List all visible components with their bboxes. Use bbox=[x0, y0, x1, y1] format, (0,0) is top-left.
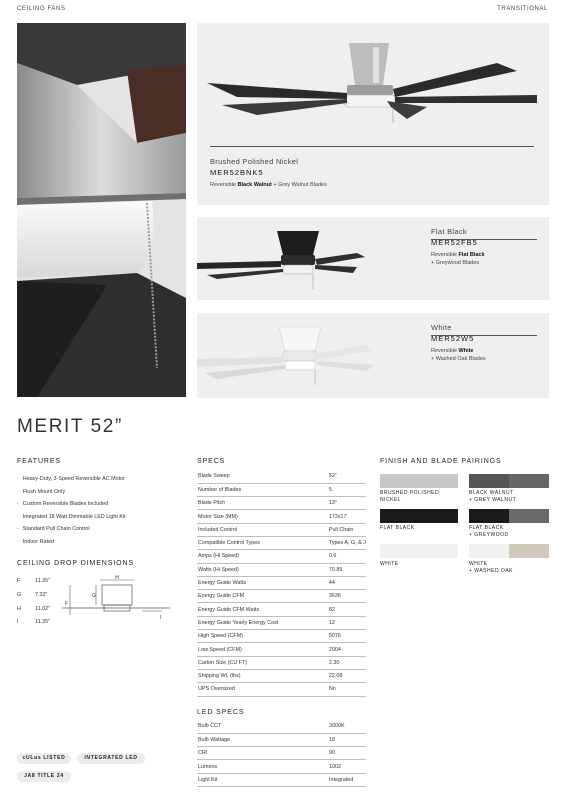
features-heading: FEATURES bbox=[17, 458, 62, 465]
list-item bbox=[17, 575, 50, 589]
variant-divider bbox=[210, 146, 534, 147]
variant-info bbox=[431, 227, 485, 268]
spec-label: Included Control bbox=[197, 523, 327, 536]
table-row bbox=[197, 470, 366, 483]
category-label: CEILING FANS bbox=[17, 6, 66, 12]
spec-label: Energy Guide CFM bbox=[197, 590, 327, 603]
diagram-label-i: I bbox=[160, 615, 162, 621]
variant-name: White bbox=[431, 323, 452, 332]
spec-value: 22.08 bbox=[327, 669, 366, 682]
finish-label: BLACK WALNUT + GREY WALNUT bbox=[469, 490, 517, 503]
dimension-value: 11.35” bbox=[35, 619, 50, 626]
spec-label: Blade Sweep bbox=[197, 470, 327, 483]
features-list bbox=[17, 473, 126, 549]
spec-label: Shipping Wt. (lbs) bbox=[197, 669, 327, 682]
finish-heading: FINISH AND BLADE PAIRINGS bbox=[380, 458, 502, 465]
spec-value: 12 bbox=[327, 616, 366, 629]
spec-value: 5 bbox=[327, 483, 366, 496]
diagram-label-h: H bbox=[115, 575, 119, 581]
dimension-key: H bbox=[17, 605, 21, 612]
spec-label: Bulb CCT bbox=[197, 720, 327, 733]
table-row bbox=[197, 773, 366, 786]
spec-label: Motor Size (MM) bbox=[197, 510, 327, 523]
spec-value: 172x17 bbox=[327, 510, 366, 523]
spec-value: 18 bbox=[327, 733, 366, 746]
swatch-flat-black-greywood bbox=[469, 509, 549, 523]
spec-value: 0.6 bbox=[327, 550, 366, 563]
led-specs-heading: LED SPECS bbox=[197, 709, 245, 716]
variant-info bbox=[210, 157, 327, 190]
drop-dimensions-heading: CEILING DROP DIMENSIONS bbox=[17, 560, 135, 567]
feature-item: · Custom Reversible Blades Included bbox=[17, 498, 126, 511]
variant-description: Reversible White + Washed Oak Blades bbox=[431, 348, 486, 362]
feature-item: · Standard Pull Chain Control bbox=[17, 523, 126, 536]
feature-item: · Indoor Rated bbox=[17, 536, 126, 549]
list-item bbox=[17, 603, 50, 617]
spec-value: 70.89 bbox=[327, 563, 366, 576]
table-row bbox=[197, 630, 366, 643]
spec-value: Types A, G, & J bbox=[327, 536, 366, 549]
spec-label: Energy Guide Yearly Energy Cost bbox=[197, 616, 327, 629]
swatch-flat-black bbox=[380, 509, 458, 523]
swatch-black-walnut-grey-walnut bbox=[469, 474, 549, 488]
table-row bbox=[197, 523, 366, 536]
dimension-value: 11.35” bbox=[35, 578, 50, 584]
table-row bbox=[197, 563, 366, 576]
finish-label: WHITE bbox=[380, 561, 399, 567]
dimension-value: 11.02” bbox=[35, 605, 50, 612]
spec-label: Bulb Wattage bbox=[197, 733, 327, 746]
table-row bbox=[197, 483, 366, 496]
fan-white-image bbox=[197, 313, 549, 398]
dimension-key: F bbox=[17, 578, 21, 584]
table-row bbox=[197, 497, 366, 510]
variant-sku: MER52W5 bbox=[431, 334, 475, 343]
variant-sku: MER52FB5 bbox=[431, 238, 478, 247]
fan-closeup-image bbox=[17, 23, 186, 397]
table-row bbox=[197, 669, 366, 682]
fan-nickel-image bbox=[197, 23, 549, 153]
product-title: MERIT 52” bbox=[17, 416, 123, 437]
feature-item: · Flush Mount Only bbox=[17, 486, 126, 499]
spec-label: CRI bbox=[197, 747, 327, 760]
variant-name: Brushed Polished Nickel bbox=[210, 157, 299, 166]
finish-label: FLAT BLACK bbox=[380, 525, 415, 531]
certification-badge: JA8 TITLE 24 bbox=[17, 771, 71, 782]
led-specs-table bbox=[197, 720, 366, 787]
spec-value: 13° bbox=[327, 497, 366, 510]
certification-badge: INTEGRATED LED bbox=[77, 753, 145, 764]
table-row bbox=[197, 760, 366, 773]
table-row bbox=[197, 510, 366, 523]
swatch-white-washed-oak bbox=[469, 544, 549, 558]
table-row bbox=[197, 576, 366, 589]
style-label: TRANSITIONAL bbox=[497, 6, 548, 12]
spec-value: No bbox=[327, 683, 366, 696]
spec-value: 3000K bbox=[327, 720, 366, 733]
drop-dimensions-list bbox=[17, 575, 50, 630]
table-row bbox=[197, 616, 366, 629]
list-item bbox=[17, 616, 50, 630]
finish-label: WHITE + WASHED OAK bbox=[469, 561, 514, 574]
fan-flat-black-image bbox=[197, 217, 549, 300]
spec-label: Number of Blades bbox=[197, 483, 327, 496]
spec-label: Watts (Hi Speed) bbox=[197, 563, 327, 576]
table-row bbox=[197, 733, 366, 746]
variant-panel-nickel bbox=[197, 23, 549, 205]
dimension-key: G bbox=[17, 591, 22, 598]
specs-table bbox=[197, 470, 366, 697]
specs-heading: SPECS bbox=[197, 458, 226, 465]
table-row bbox=[197, 603, 366, 616]
spec-value: 3636 bbox=[327, 590, 366, 603]
spec-value: 82 bbox=[327, 603, 366, 616]
spec-label: High Speed (CFM) bbox=[197, 630, 327, 643]
swatch-white bbox=[380, 544, 458, 558]
spec-label: Lumens bbox=[197, 760, 327, 773]
spec-label: UPS Oversized bbox=[197, 683, 327, 696]
table-row bbox=[197, 536, 366, 549]
diagram-label-g: G bbox=[92, 593, 96, 599]
variant-panel-flat-black bbox=[197, 217, 549, 300]
spec-label: Compatible Control Types bbox=[197, 536, 327, 549]
hero-photo bbox=[17, 23, 186, 397]
table-row bbox=[197, 720, 366, 733]
drop-dimensions-diagram bbox=[62, 575, 170, 625]
table-row bbox=[197, 747, 366, 760]
spec-value: 52” bbox=[327, 470, 366, 483]
spec-label: Amps (Hi Speed) bbox=[197, 550, 327, 563]
spec-label: Carton Size (CU FT) bbox=[197, 656, 327, 669]
spec-label: Energy Guide CFM Watts bbox=[197, 603, 327, 616]
spec-value: 2.30 bbox=[327, 656, 366, 669]
table-row bbox=[197, 683, 366, 696]
finish-label: FLAT BLACK + GREYWOOD bbox=[469, 525, 509, 538]
variant-sku: MER52BNK5 bbox=[210, 168, 264, 177]
table-row bbox=[197, 656, 366, 669]
spec-value: 1002 bbox=[327, 760, 366, 773]
list-item bbox=[17, 589, 50, 603]
variant-description: Reversible Black Walnut + Grey Walnut Blades bbox=[210, 182, 327, 188]
spec-label: Light Kit bbox=[197, 773, 327, 786]
feature-item: · Integrated 18 Watt Dimmable LED Light Kit bbox=[17, 511, 126, 524]
spec-label: Low Speed (CFM) bbox=[197, 643, 327, 656]
certification-badge: cULus LISTED bbox=[17, 753, 71, 764]
table-row bbox=[197, 590, 366, 603]
finish-label: BRUSHED POLISHED NICKEL bbox=[380, 490, 440, 503]
table-row bbox=[197, 550, 366, 563]
feature-item: · Heavy-Duty, 3-Speed Reversible AC Motor bbox=[17, 473, 126, 486]
swatch-brushed-polished-nickel bbox=[380, 474, 458, 488]
spec-label: Energy Guide Watts bbox=[197, 576, 327, 589]
spec-value: Integrated bbox=[327, 773, 366, 786]
spec-value: 90 bbox=[327, 747, 366, 760]
variant-description: Reversible Flat Black + Greywood Blades bbox=[431, 252, 485, 266]
spec-label: Blade Pitch bbox=[197, 497, 327, 510]
spec-value: 5076 bbox=[327, 630, 366, 643]
table-row bbox=[197, 643, 366, 656]
variant-info bbox=[431, 323, 486, 364]
diagram-label-f: F bbox=[65, 601, 69, 607]
variant-panel-white bbox=[197, 313, 549, 398]
spec-value: Pull Chain bbox=[327, 523, 366, 536]
spec-value: 2004 bbox=[327, 643, 366, 656]
dimension-value: 7.32” bbox=[35, 591, 48, 598]
spec-value: 44 bbox=[327, 576, 366, 589]
dimension-key: I bbox=[17, 619, 19, 626]
variant-name: Flat Black bbox=[431, 227, 467, 236]
